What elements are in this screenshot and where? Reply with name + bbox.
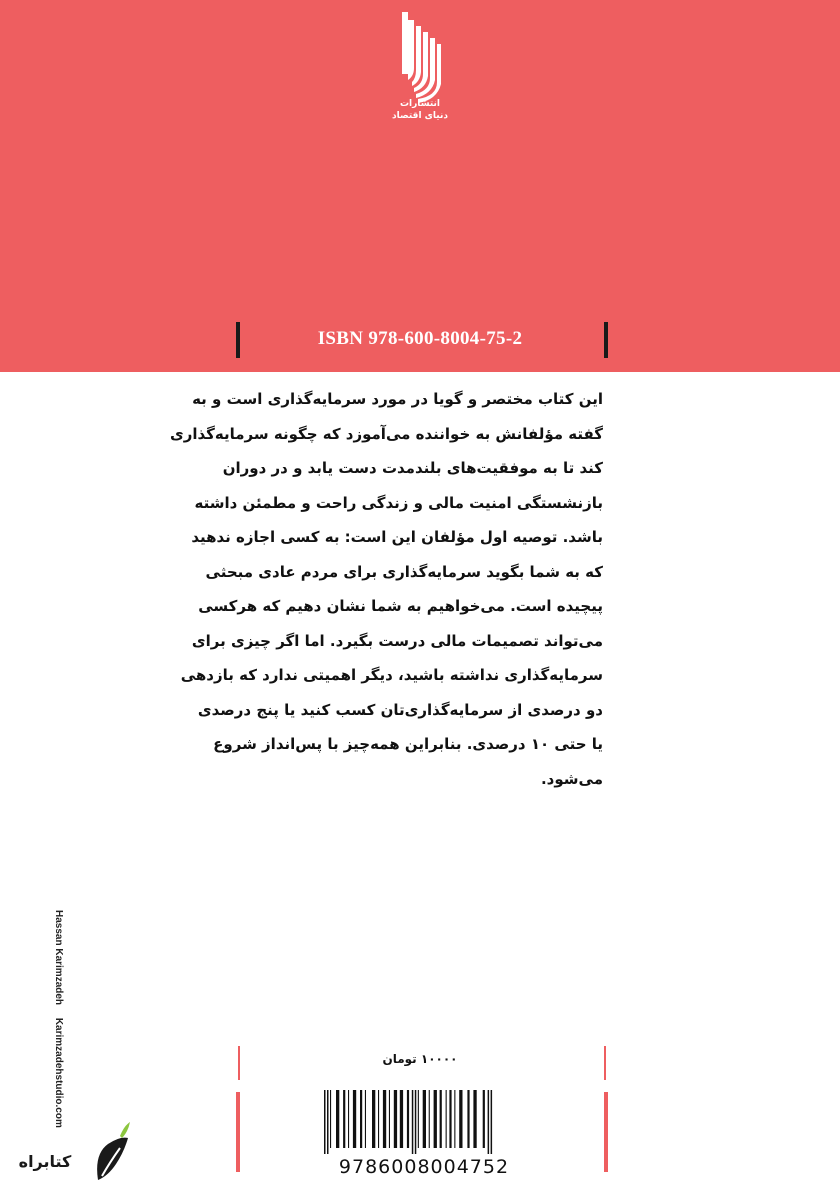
barcode-bar [383,1090,386,1148]
barcode-bar [459,1090,462,1148]
barcode-bar [418,1090,419,1148]
barcode-bar [394,1090,397,1148]
barcode-bar [372,1090,375,1148]
designer-credit [53,910,64,1138]
isbn-right-tick [604,322,608,358]
barcode-bar [343,1090,345,1148]
barcode-bar [360,1090,362,1148]
blurb-line: گفته مؤلفانش به خواننده می‌آموزد که چگونه سرمایه‌گذاری [169,424,603,443]
barcode-bar [365,1090,366,1148]
barcode-bar [434,1090,437,1148]
barcode-bar [407,1090,409,1148]
barcode-bar [491,1090,493,1154]
blurb-line: سرمایه‌گذاری نداشته باشید، دیگر اهمیتی ندارد که بازدهی [180,666,603,684]
price-right-tick [604,1046,606,1080]
barcode-bar [412,1090,414,1154]
barcode-left-tick [236,1092,240,1172]
barcode-bar [324,1090,326,1154]
blurb-line: که به شما بگوید سرمایه‌گذاری برای مردم عادی مبحثی [205,562,603,581]
barcode-right-tick [604,1092,608,1172]
barcode-bar [423,1090,426,1148]
publisher-name [372,98,468,122]
isbn-row [0,322,840,360]
barcode-bar [446,1090,447,1148]
barcode-bar [483,1090,485,1148]
barcode-bar [473,1090,476,1148]
publisher-name-line1: انتشارات [400,99,440,109]
price-left-tick [238,1046,240,1080]
barcode-bar [378,1090,379,1148]
blurb-line: بازنشستگی امنیت مالی و زندگی راحت و مطمئن داشته [194,493,603,512]
blurb-line: پیچیده است. می‌خواهیم به شما نشان دهیم که هرکسی [198,597,603,615]
barcode-bar [336,1090,339,1148]
blurb-line: دو درصدی از سرمایه‌گذاری‌تان کسب کنید یا پنج درصدی [197,700,603,719]
blurb-line: می‌شود. [540,769,603,788]
barcode-bar [454,1090,455,1148]
barcode-bar [449,1090,451,1148]
barcode-bar [467,1090,469,1148]
isbn-left-tick [236,322,240,358]
barcode-bar [327,1090,329,1154]
store-name: کتابراه [18,1152,72,1171]
barcode-bar [429,1090,430,1148]
barcode-bar [488,1090,490,1154]
barcode-bar [415,1090,417,1154]
isbn-barcode [322,1090,526,1154]
blurb-line: کند تا به موفقیت‌های بلندمدت دست یابد و در دوران [222,459,603,477]
barcode-bar [440,1090,442,1148]
barcode-bar [348,1090,349,1148]
designer-site: Karimzadehstudio.com [53,1017,64,1128]
barcode-bar [330,1090,331,1148]
blurb-line: یا حتی ۱۰ درصدی. بنابراین همه‌چیز با پس‌انداز شروع [213,735,603,753]
back-cover-blurb [169,382,603,796]
blurb-line: این کتاب مختصر و گویا در مورد سرمایه‌گذاری است و به [192,390,603,408]
barcode-digits: 9786008004752 [338,1156,510,1178]
barcode-bar [400,1090,403,1148]
blurb-line: باشد. توصیه اول مؤلفان این است: به کسی اجازه ندهید [191,528,603,546]
barcode-bar [389,1090,390,1148]
price-label: ۱۰۰۰۰ تومان [382,1052,458,1066]
publisher-name-line2: دنیای اقتصاد [392,111,448,121]
blurb-line: می‌تواند تصمیمات مالی درست بگیرد. اما اگر چیزی برای [191,631,603,650]
designer-name: Hassan Karimzadeh [53,910,64,1006]
isbn-text: ISBN 978-600-8004-75-2 [317,328,523,349]
barcode-bar [353,1090,356,1148]
